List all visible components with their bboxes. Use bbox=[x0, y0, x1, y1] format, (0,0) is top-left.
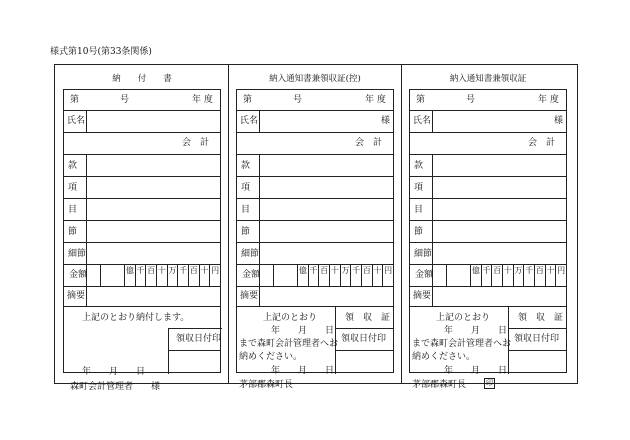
receipt-row-line bbox=[508, 328, 566, 329]
amount-unit-7: 百 bbox=[535, 266, 544, 275]
label-col-line bbox=[86, 154, 87, 286]
amount-unit-2: 千 bbox=[309, 266, 318, 275]
date-line: 年 月 日 bbox=[271, 366, 335, 376]
row-line bbox=[410, 132, 566, 133]
row-line bbox=[410, 286, 566, 287]
amount-unit-8: 十 bbox=[200, 266, 209, 275]
go-label: 号 bbox=[293, 95, 303, 105]
amount-unit-4: 十 bbox=[503, 266, 512, 275]
seal-mark: 印 bbox=[486, 379, 493, 387]
row-line bbox=[64, 220, 220, 221]
row-line bbox=[410, 154, 566, 155]
number-label: 第 bbox=[243, 95, 253, 105]
row-line bbox=[64, 264, 220, 265]
fiscal-year-label: 年 度 bbox=[538, 95, 559, 105]
amount-unit-6: 千 bbox=[179, 266, 188, 275]
sama-label: 様 bbox=[554, 116, 564, 126]
row-line bbox=[237, 154, 393, 155]
row-line bbox=[410, 264, 566, 265]
row-line bbox=[64, 132, 220, 133]
mayor-name: 茅部郡森町長 bbox=[412, 380, 467, 390]
account-label: 会 計 bbox=[182, 138, 210, 148]
form-panel-1 bbox=[63, 65, 222, 392]
row-label-3: 目 bbox=[241, 205, 251, 215]
row-line bbox=[64, 286, 220, 287]
amount-unit-4: 十 bbox=[330, 266, 339, 275]
date-line: 年 月 日 bbox=[444, 366, 508, 376]
label-col-line bbox=[432, 110, 433, 132]
amount-unit-9: 円 bbox=[557, 266, 566, 275]
receipt-label: 領 収 証 bbox=[518, 313, 564, 323]
notice-line-2: 納めください。 bbox=[239, 352, 303, 362]
amount-sub-line bbox=[100, 264, 101, 286]
row-line bbox=[410, 242, 566, 243]
row-label-1: 款 bbox=[68, 161, 78, 171]
row-label-2: 項 bbox=[68, 183, 78, 193]
fiscal-year-label: 年 度 bbox=[365, 95, 386, 105]
row-label-5: 細節 bbox=[68, 249, 87, 259]
amount-label: 金額 bbox=[69, 270, 88, 280]
amount-unit-6: 千 bbox=[525, 266, 534, 275]
label-col-line bbox=[86, 286, 87, 306]
form-panel-2 bbox=[236, 65, 394, 390]
row-label-5: 細節 bbox=[241, 249, 260, 259]
row-label-2: 項 bbox=[241, 183, 251, 193]
go-label: 号 bbox=[120, 95, 130, 105]
amount-unit-8: 十 bbox=[373, 266, 382, 275]
date-line: 年 月 日 bbox=[82, 367, 146, 377]
row-line bbox=[64, 306, 220, 307]
amount-unit-3: 百 bbox=[320, 266, 329, 275]
amount-unit-5: 万 bbox=[168, 266, 177, 275]
mayor-name: 茅部郡森町長 bbox=[239, 380, 294, 390]
notice-line-2: 納めください。 bbox=[412, 352, 476, 362]
amount-unit-4: 十 bbox=[157, 266, 166, 275]
row-line bbox=[64, 176, 220, 177]
label-col-line bbox=[432, 154, 433, 286]
amount-unit-3: 百 bbox=[147, 266, 156, 275]
amount-unit-7: 百 bbox=[189, 266, 198, 275]
row-label-1: 款 bbox=[241, 161, 251, 171]
row-label-4: 節 bbox=[241, 227, 251, 237]
row-label-4: 節 bbox=[414, 227, 424, 237]
row-label-2: 項 bbox=[414, 183, 424, 193]
receipt-date-stamp-label: 領収日付印 bbox=[341, 334, 387, 344]
due-date-line: 年 月 日 bbox=[444, 326, 508, 336]
receipt-date-stamp-label: 領収日付印 bbox=[176, 334, 222, 344]
amount-sub-line bbox=[446, 264, 447, 286]
receipt-row-line bbox=[508, 350, 566, 351]
name-label: 氏名 bbox=[240, 116, 259, 126]
amount-unit-3: 百 bbox=[493, 266, 502, 275]
row-line bbox=[237, 110, 393, 111]
row-line bbox=[410, 176, 566, 177]
notice-statement: 上記のとおり bbox=[263, 313, 318, 323]
amount-unit-9: 円 bbox=[384, 266, 393, 275]
amount-unit-1: 億 bbox=[471, 266, 480, 275]
form-caption: 様式第10号(第33条関係) bbox=[50, 47, 152, 57]
name-label: 氏名 bbox=[67, 116, 86, 126]
form-sheet bbox=[54, 64, 578, 392]
amount-unit-9: 円 bbox=[211, 266, 220, 275]
amount-unit-7: 百 bbox=[362, 266, 371, 275]
amount-label: 金額 bbox=[415, 270, 434, 280]
payment-statement: 上記のとおり納付します。 bbox=[82, 313, 190, 323]
amount-unit-2: 千 bbox=[482, 266, 491, 275]
account-label: 会 計 bbox=[355, 138, 383, 148]
row-line bbox=[237, 286, 393, 287]
label-col-line bbox=[86, 110, 87, 132]
sama-label: 様 bbox=[381, 116, 391, 126]
row-line bbox=[410, 110, 566, 111]
label-col-line bbox=[259, 154, 260, 286]
panel-divider bbox=[401, 65, 402, 383]
summary-label: 摘要 bbox=[67, 291, 86, 301]
notice-line-1: まで森町会計管理者へお bbox=[412, 339, 512, 349]
panel-title: 納入通知書兼領収証(控) bbox=[269, 74, 361, 84]
amount-unit-8: 十 bbox=[546, 266, 555, 275]
receipt-label: 領 収 証 bbox=[345, 313, 391, 323]
summary-label: 摘要 bbox=[240, 291, 259, 301]
stamp-line bbox=[168, 350, 220, 351]
treasurer-address: 森町会計管理者 様 bbox=[70, 382, 161, 392]
row-line bbox=[64, 242, 220, 243]
row-line bbox=[237, 306, 393, 307]
row-line bbox=[237, 220, 393, 221]
receipt-row-line bbox=[335, 350, 393, 351]
row-label-1: 款 bbox=[414, 161, 424, 171]
summary-label: 摘要 bbox=[413, 291, 432, 301]
form-panel-3 bbox=[409, 65, 567, 390]
number-label: 第 bbox=[416, 95, 426, 105]
panel-table bbox=[409, 89, 567, 390]
row-label-4: 節 bbox=[68, 227, 78, 237]
label-col-line bbox=[259, 110, 260, 132]
amount-sub-line bbox=[273, 264, 274, 286]
row-line bbox=[410, 220, 566, 221]
notice-statement: 上記のとおり bbox=[436, 313, 491, 323]
row-line bbox=[64, 110, 220, 111]
amount-label: 金額 bbox=[242, 270, 261, 280]
row-line bbox=[237, 198, 393, 199]
panel-table bbox=[63, 89, 222, 392]
row-line bbox=[237, 242, 393, 243]
name-label: 氏名 bbox=[413, 116, 432, 126]
receipt-row-line bbox=[335, 328, 393, 329]
receipt-date-stamp-label: 領収日付印 bbox=[514, 334, 560, 344]
panel-title: 納 付 書 bbox=[112, 74, 172, 84]
amount-unit-2: 千 bbox=[136, 266, 145, 275]
number-label: 第 bbox=[70, 95, 80, 105]
row-label-5: 細節 bbox=[414, 249, 433, 259]
amount-unit-1: 億 bbox=[298, 266, 307, 275]
amount-unit-5: 万 bbox=[341, 266, 350, 275]
notice-line-1: まで森町会計管理者へお bbox=[239, 339, 339, 349]
row-label-3: 目 bbox=[68, 205, 78, 215]
label-col-line bbox=[259, 286, 260, 306]
panel-table bbox=[236, 89, 394, 390]
account-label: 会 計 bbox=[528, 138, 556, 148]
row-label-3: 目 bbox=[414, 205, 424, 215]
amount-unit-1: 億 bbox=[125, 266, 134, 275]
row-line bbox=[410, 306, 566, 307]
panel-title: 納入通知書兼領収証 bbox=[449, 74, 527, 84]
amount-unit-6: 千 bbox=[352, 266, 361, 275]
row-line bbox=[237, 176, 393, 177]
panel-divider bbox=[228, 65, 229, 383]
row-line bbox=[410, 198, 566, 199]
go-label: 号 bbox=[466, 95, 476, 105]
due-date-line: 年 月 日 bbox=[271, 326, 335, 336]
amount-unit-5: 万 bbox=[514, 266, 523, 275]
row-line bbox=[237, 132, 393, 133]
row-line bbox=[237, 264, 393, 265]
fiscal-year-label: 年 度 bbox=[192, 95, 213, 105]
row-line bbox=[64, 198, 220, 199]
label-col-line bbox=[432, 286, 433, 306]
row-line bbox=[64, 154, 220, 155]
